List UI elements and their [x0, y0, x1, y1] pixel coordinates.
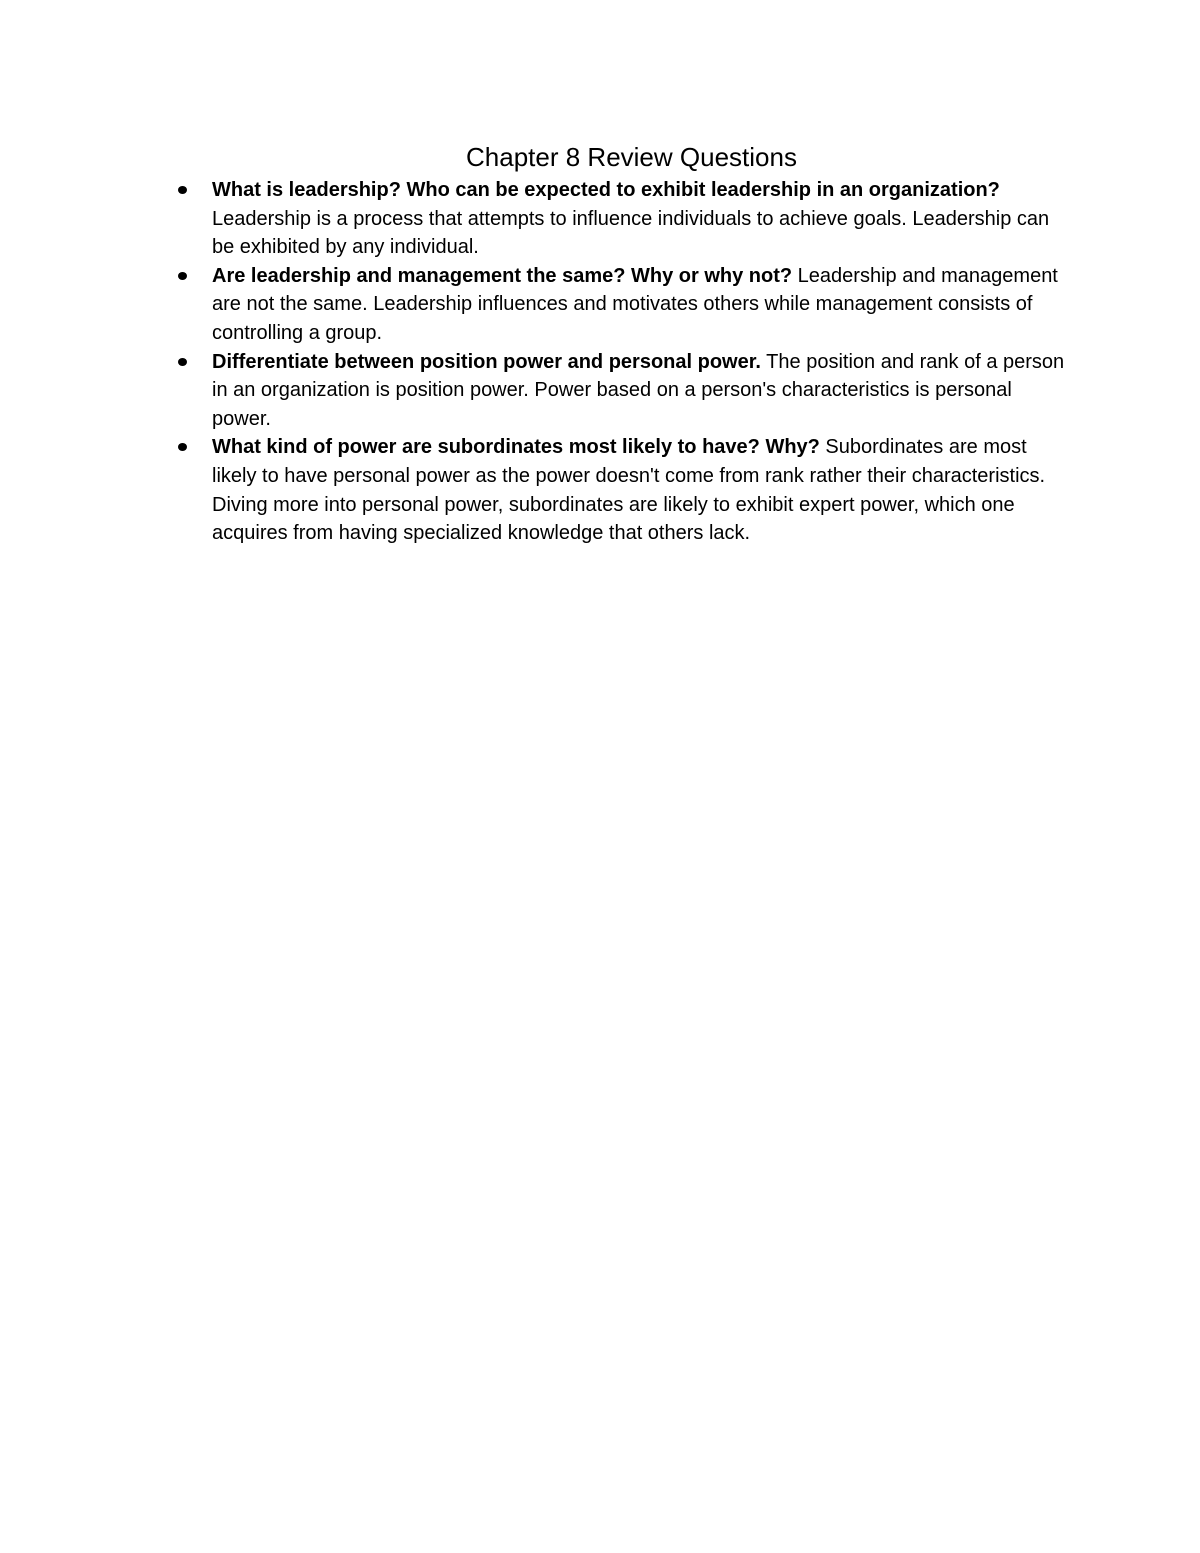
- bullet-icon: [178, 358, 187, 366]
- list-item: [212, 433, 1068, 547]
- answer-text: Leadership and management are not the same. Leadership influences and motivates others while management consists of controlling a group.: [212, 264, 1058, 344]
- list-item: [212, 176, 1068, 262]
- question-text: What is leadership? Who can be expected to exhibit leadership in an organization?: [212, 179, 1000, 201]
- answer-text: Subordinates are most likely to have personal power as the power doesn't come from rank rather their characteristics. Diving more into personal power, subordinates are likely to exhibit expert power, which one acquires from having specialized knowledge that others lack.: [212, 436, 1046, 545]
- bullet-icon: [178, 186, 187, 194]
- page-title: Chapter 8 Review Questions: [466, 142, 797, 172]
- review-question-list: [212, 176, 1068, 548]
- question-text: What kind of power are subordinates most likely to have? Why?: [212, 436, 820, 459]
- list-item: [212, 348, 1068, 434]
- list-item: [212, 262, 1068, 348]
- bullet-icon: [178, 272, 187, 280]
- answer-text: The position and rank of a person in an organization is position power. Power based on a person's characteristics is personal power.: [212, 350, 1065, 430]
- bullet-icon: [178, 443, 187, 451]
- question-text: Are leadership and management the same? Why or why not?: [212, 264, 793, 287]
- question-text: Differentiate between position power and personal power.: [212, 350, 761, 373]
- answer-text: Leadership is a process that attempts to influence individuals to achieve goals. Leadership can be exhibited by any individual.: [212, 207, 1050, 259]
